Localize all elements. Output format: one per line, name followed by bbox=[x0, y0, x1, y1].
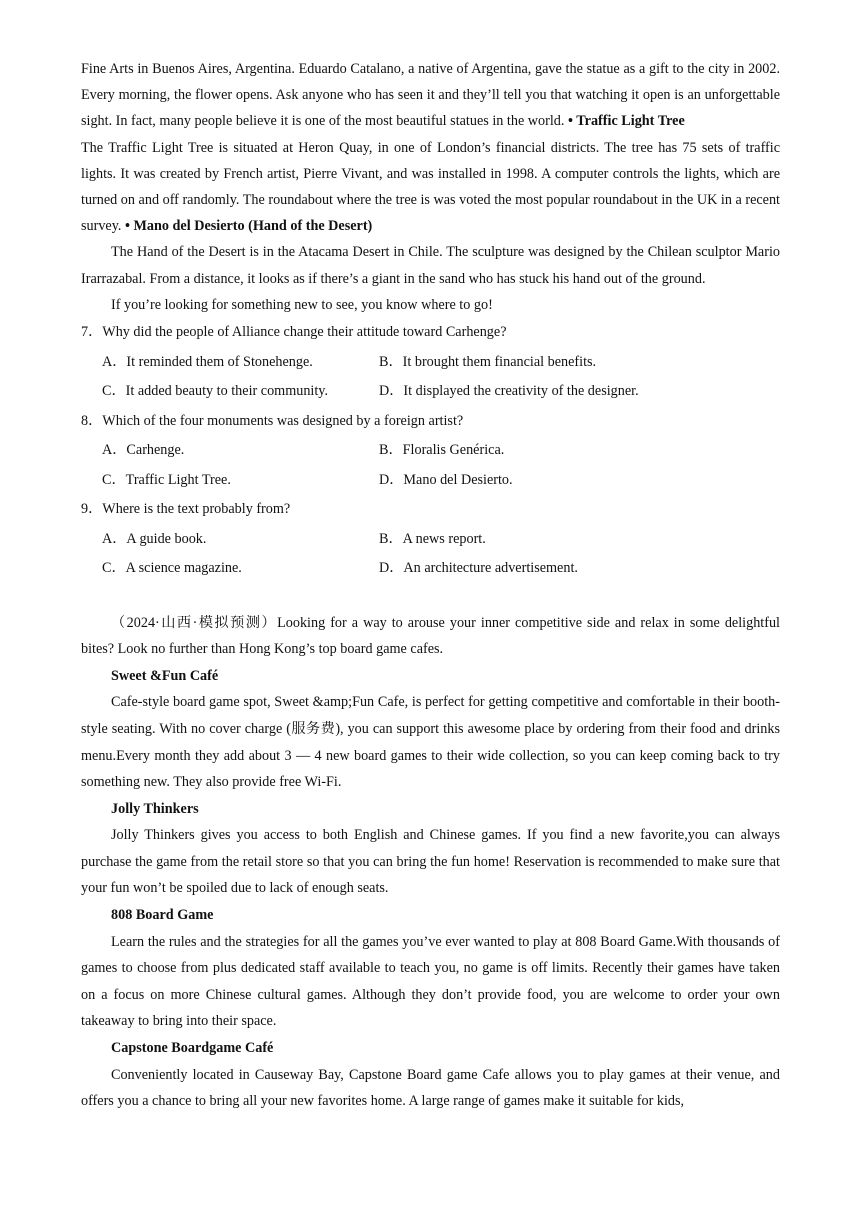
body-jolly-thinkers: Jolly Thinkers gives you access to both English and Chinese games. If you find a new favorite,you can always purchase the game from the retail store so that you can bring the fun home! Reservation is recommended to make sure that your fun won’t be spoiled due to lack of enough seats. bbox=[81, 827, 780, 897]
question-7-option-b: B．It brought them financial benefits. bbox=[379, 353, 597, 370]
paragraph-mano-del-desierto: The Hand of the Desert is in the Atacama Desert in Chile. The sculpture was designed by the Chilean sculptor Mario Irarrazabal. From a distance, it looks as if there’s a giant in the sand who has stuck his hand out of the ground. bbox=[81, 244, 780, 287]
question-8-option-d: D．Mano del Desierto. bbox=[379, 471, 513, 488]
question-7-stem bbox=[81, 318, 780, 348]
heading-808-board-game: 808 Board Game bbox=[111, 907, 214, 924]
heading-sweet-fun-cafe: Sweet &Fun Café bbox=[111, 667, 219, 684]
question-8-text: Which of the four monuments was designed by a foreign artist? bbox=[102, 412, 464, 429]
heading-capstone-boardgame-cafe: Capstone Boardgame Café bbox=[111, 1040, 274, 1057]
document-page bbox=[81, 56, 780, 1115]
body-sweet-fun-cafe: Cafe-style board game spot, Sweet &amp;Fun Cafe, is perfect for getting competitive and comfortable in their booth-style seating. With no cover charge (服务费), you can support this awesome place by ordering from their food and drinks menu.Every month they add about 3 — 4 new board games to their wide collection, so you can keep coming back to try something new. They also provide free Wi-Fi. bbox=[81, 694, 780, 791]
body-808-board-game: Learn the rules and the strategies for all the games you’ve ever wanted to play at 808 Board Game.With thousands of games to choose from plus dedicated staff available to teach you, no game is off limits. Recently their games have taken on a focus on more Chinese cultural games. Although they don’t provide food, you are welcome to order your own takeaway to bring into their space. bbox=[81, 933, 780, 1030]
heading-mano-del-desierto: • Mano del Desierto (Hand of the Desert) bbox=[125, 218, 373, 235]
passage-2-intro bbox=[81, 610, 780, 663]
question-9-option-a: A．A guide book. bbox=[102, 530, 207, 547]
paragraph-traffic-light-tree bbox=[81, 135, 780, 240]
question-8-option-c: C．Traffic Light Tree. bbox=[102, 471, 231, 488]
question-9-option-d: D．An architecture advertisement. bbox=[379, 560, 578, 577]
heading-jolly-thinkers: Jolly Thinkers bbox=[111, 800, 199, 817]
source-tag: （2024·山西·模拟预测） bbox=[111, 614, 278, 631]
paragraph-floralis-text: Fine Arts in Buenos Aires, Argentina. Eduardo Catalano, a native of Argentina, gave the statue as a gift to the city in 2002. Every morning, the flower opens. Ask anyone who has seen it and they’ll tell you that watching it open is an unforgettable sight. In fact, many people believe it is one of the most beautiful statues in the world. bbox=[81, 61, 780, 130]
paragraph-closing: If you’re looking for something new to see, you know where to go! bbox=[111, 296, 493, 313]
passage-2-intro-text: Looking for a way to arouse your inner competitive side and relax in some delightful bites? Look no further than Hong Kong’s top board game cafes. bbox=[81, 614, 780, 658]
paragraph-floralis bbox=[81, 56, 780, 135]
question-8-option-b: B．Floralis Genérica. bbox=[379, 442, 505, 459]
question-7-options bbox=[81, 348, 780, 407]
question-9-option-c: C．A science magazine. bbox=[102, 560, 242, 577]
question-7-number: 7． bbox=[81, 324, 103, 341]
question-9-options bbox=[81, 525, 780, 584]
question-7-text: Why did the people of Alliance change their attitude toward Carhenge? bbox=[102, 324, 507, 341]
question-8-number: 8． bbox=[81, 412, 103, 429]
question-8-stem bbox=[81, 407, 780, 437]
question-9-option-b: B．A news report. bbox=[379, 530, 486, 547]
question-7-option-d: D．It displayed the creativity of the designer. bbox=[379, 383, 639, 400]
question-7-option-a: A．It reminded them of Stonehenge. bbox=[102, 353, 313, 370]
question-8 bbox=[81, 407, 780, 496]
question-8-option-a: A．Carhenge. bbox=[102, 442, 185, 459]
body-capstone-boardgame-cafe: Conveniently located in Causeway Bay, Capstone Board game Cafe allows you to play games at their venue, and offers you a chance to bring all your new favorites home. A large range of games make it suitable for kids, bbox=[81, 1066, 780, 1110]
question-9-text: Where is the text probably from? bbox=[102, 501, 291, 518]
question-7-option-c: C．It added beauty to their community. bbox=[102, 383, 329, 400]
section-spacer bbox=[81, 584, 780, 610]
question-8-options bbox=[81, 436, 780, 495]
question-9-number: 9． bbox=[81, 501, 103, 518]
heading-traffic-light-tree: • Traffic Light Tree bbox=[568, 113, 685, 130]
question-9-stem bbox=[81, 495, 780, 525]
paragraph-traffic-text: The Traffic Light Tree is situated at Heron Quay, in one of London’s financial districts. The tree has 75 sets of traffic lights. It was created by French artist, Pierre Vivant, and was installed in 1998. A computer controls the lights, which are turned on and off randomly. The roundabout where the tree is was voted the most popular roundabout in the UK in a recent survey. bbox=[81, 139, 780, 235]
question-7 bbox=[81, 318, 780, 407]
question-9 bbox=[81, 495, 780, 584]
